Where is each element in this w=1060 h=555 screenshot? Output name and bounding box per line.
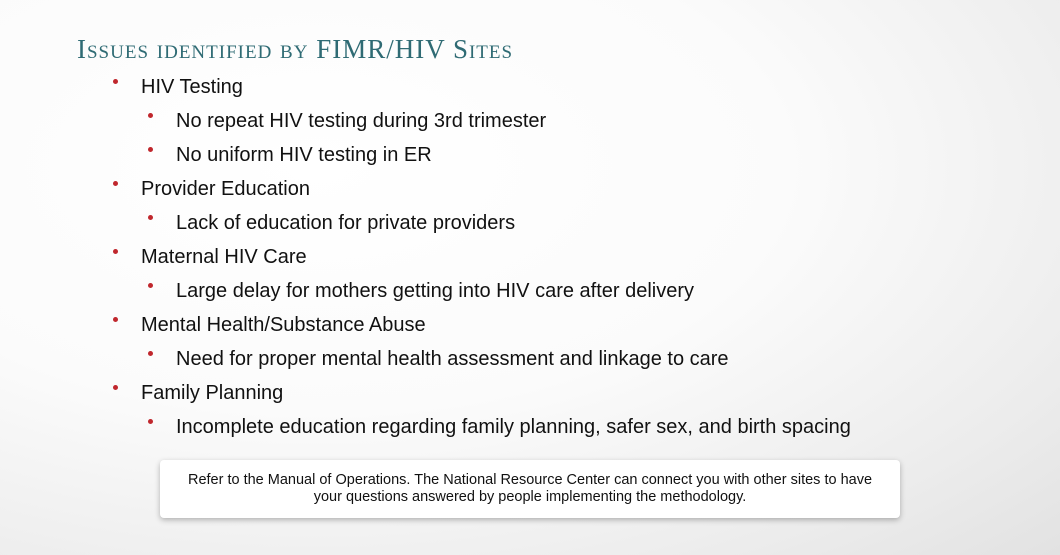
bullet-dot-icon	[113, 317, 118, 322]
bullet-text: Mental Health/Substance Abuse	[141, 314, 426, 336]
bullet-text: HIV Testing	[141, 76, 243, 98]
sub-bullet-text: Large delay for mothers getting into HIV care after delivery	[176, 280, 695, 302]
sub-bullet-text: No repeat HIV testing during 3rd trimester	[176, 110, 547, 132]
sub-bullet-item	[0, 411, 1060, 445]
sub-bullet-item	[0, 343, 1060, 377]
bullet-item	[0, 241, 1060, 275]
bullet-item	[0, 377, 1060, 411]
sub-bullet-text: No uniform HIV testing in ER	[176, 144, 432, 166]
bullet-text: Maternal HIV Care	[141, 246, 307, 268]
bullet-item	[0, 71, 1060, 105]
bullet-item	[0, 173, 1060, 207]
bullet-item	[0, 309, 1060, 343]
bullet-dot-icon	[113, 249, 118, 254]
bullet-dot-icon	[113, 181, 118, 186]
bullet-text: Provider Education	[141, 178, 310, 200]
sub-bullet-text: Lack of education for private providers	[176, 212, 516, 234]
sub-bullet-item	[0, 105, 1060, 139]
sub-bullet-item	[0, 207, 1060, 241]
note-text: Refer to the Manual of Operations. The National Resource Center can connect you with other sites to have your questions answered by people implementing the methodology.	[187, 472, 873, 505]
bullet-dot-icon	[148, 215, 153, 220]
bullet-dot-icon	[148, 283, 153, 288]
sub-bullet-item	[0, 275, 1060, 309]
bullet-dot-icon	[148, 147, 153, 152]
slide-title: Issues identified by FIMR/HIV Sites	[77, 34, 514, 64]
note-callout	[160, 460, 900, 518]
bullet-dot-icon	[113, 79, 118, 84]
bullet-dot-icon	[148, 351, 153, 356]
bullet-list	[0, 71, 1060, 445]
sub-bullet-text: Need for proper mental health assessment and linkage to care	[176, 348, 729, 370]
bullet-text: Family Planning	[141, 382, 284, 404]
bullet-dot-icon	[148, 419, 153, 424]
sub-bullet-item	[0, 139, 1060, 173]
bullet-dot-icon	[113, 385, 118, 390]
bullet-dot-icon	[148, 113, 153, 118]
sub-bullet-text: Incomplete education regarding family planning, safer sex, and birth spacing	[176, 416, 851, 438]
